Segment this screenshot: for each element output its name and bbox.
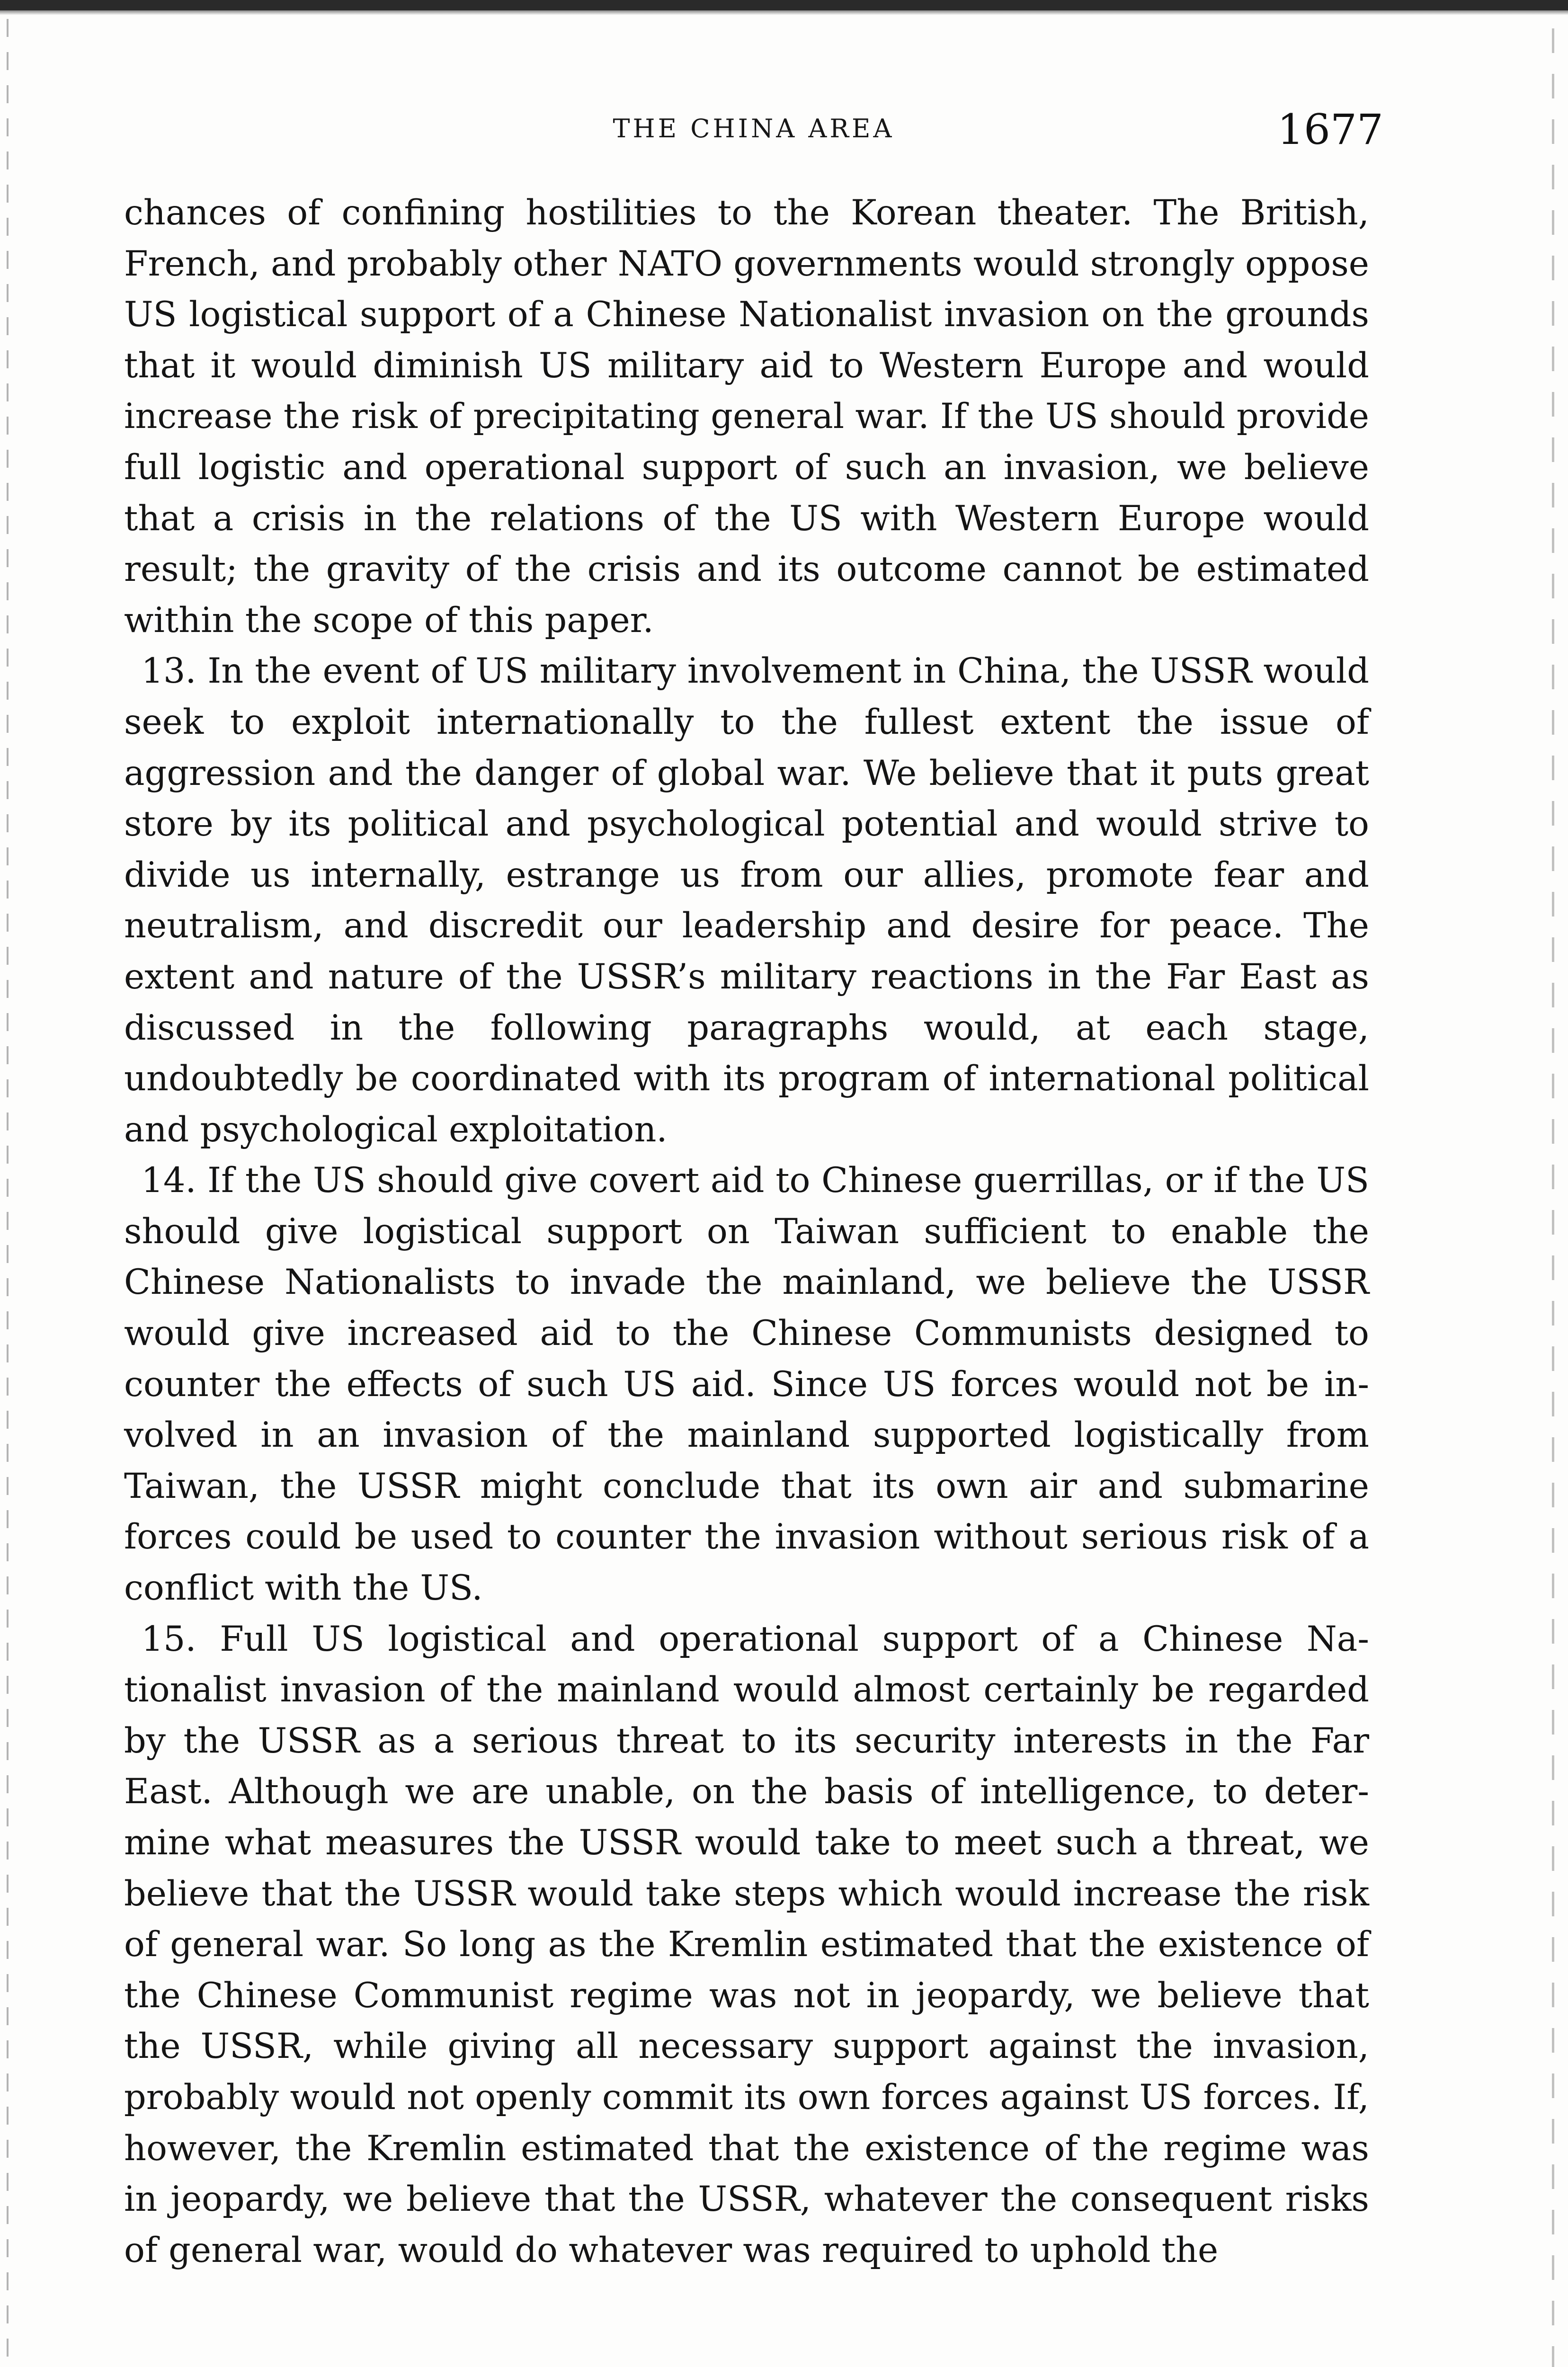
paragraph-13: 13. In the event of US military involvement in China, the USSR would seek to exploit internationally to the fullest extent the issue of aggression and the danger of global war. We believe that it puts great store by its political and psychological potential and would strive to divide us internally, estrange us from our allies, promote fear and neutralism, and discredit our leadership and desire for peace. The extent and nature of the USSR’s military reactions in the Far East as discussed in the following paragraphs would, at each stage, undoubtedly be coordinated with its program of international political and psychological exploitation. — [124, 651, 1369, 1150]
paragraph-continued: chances of confining hostilities to the Korean theater. The British, French, and probably other NATO governments would strongly oppose US logistical support of a Chinese Nationalist invasion on the grounds that it would diminish US military aid to Western Europe and would increase the risk of precipitating general war. If the US should provide full logistic and operational support of such an invasion, we believe that a crisis in the relations of the US with Western Europe would result; the gravity of the crisis and its outcome cannot be estimated within the scope of this paper. — [124, 193, 1369, 641]
paragraph-15: 15. Full US logistical and operational support of a Chinese Nationalist invasion of the mainland would almost certainly be regarded by the USSR as a serious threat to its security interests in the Far East. Although we are unable, on the basis of intelligence, to determine what measures the USSR would take to meet such a threat, we believe that the USSR would take steps which would increase the risk of general war. So long as the Kremlin estimated that the existence of the Chinese Communist regime was not in jeopardy, we believe that the USSR, while giving all necessary support against the invasion, probably would not openly commit its own forces against US forces. If, however, the Kremlin estimated that the existence of the regime was in jeopardy, we believe that the USSR, whatever the consequent risks of general war, would do whatever was required to uphold the — [124, 1619, 1369, 2270]
scan-top-shadow — [0, 10, 1568, 15]
paragraph-14: 14. If the US should give covert aid to Chinese guerrillas, or if the US should give logistical support on Taiwan sufficient to enable the Chinese Nationalists to invade the mainland, we believe the USSR would give increased aid to the Chinese Communists designed to counter the effects of such US aid. Since US forces would not be involved in an invasion of the mainland supported logistically from Taiwan, the USSR might conclude that its own air and submarine forces could be used to counter the invasion without serious risk of a conflict with the US. — [124, 1160, 1369, 1609]
scan-top-edge — [0, 0, 1568, 10]
body-text — [124, 187, 1369, 2276]
right-page-edge — [1552, 28, 1554, 2367]
running-head: THE CHINA AREA — [613, 114, 895, 143]
page-number: 1677 — [1277, 105, 1383, 154]
page-header — [124, 105, 1383, 157]
left-binding-edge — [7, 19, 9, 2367]
